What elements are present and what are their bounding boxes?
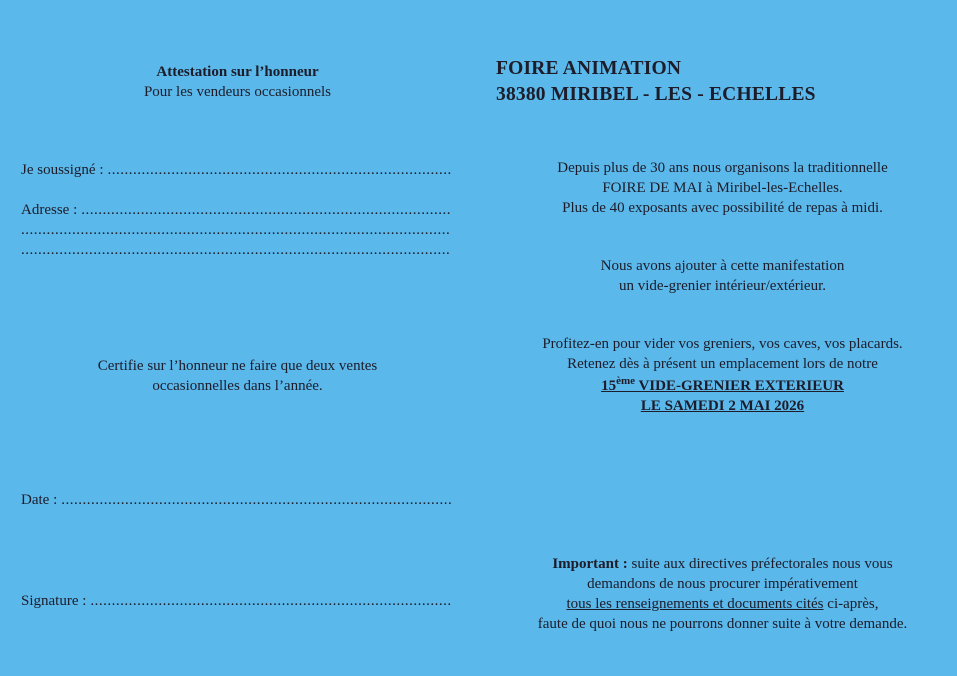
soussigne-field[interactable] — [21, 160, 451, 180]
intro-line-3: Plus de 40 exposants avec possibilité de repas à midi. — [562, 200, 883, 216]
vide-grenier-line-1: Nous avons ajouter à cette manifestation — [600, 258, 845, 274]
organizer-header — [496, 56, 816, 108]
booking-line-1: Profitez-en pour vider vos greniers, vos caves, vos placards. — [542, 336, 903, 352]
event-number: 15 — [601, 378, 617, 394]
important-underlined-text: tous les renseignements et documents cités — [566, 596, 824, 612]
adresse-dotted-line — [81, 200, 451, 220]
date-label: Date : — [21, 492, 58, 508]
event-name — [601, 375, 844, 394]
event-name-text: VIDE-GRENIER EXTERIEUR — [635, 378, 844, 394]
adresse-field[interactable] — [21, 200, 451, 220]
signature-field[interactable] — [21, 591, 451, 611]
adresse-dotted-line-2[interactable] — [21, 220, 451, 240]
event-title — [495, 376, 950, 396]
adresse-label: Adresse : — [21, 202, 78, 218]
organizer-city: 38380 MIRIBEL - LES - ECHELLES — [496, 84, 816, 105]
important-label: Important : — [552, 556, 628, 572]
adresse-dotted-line-3[interactable] — [21, 240, 451, 260]
important-notice — [495, 554, 950, 634]
important-line-3-rest: ci-après, — [823, 596, 879, 612]
date-field[interactable] — [21, 490, 451, 510]
attestation-subtitle: Pour les vendeurs occasionnels — [143, 84, 332, 100]
vide-grenier-paragraph — [495, 256, 950, 296]
event-number-suffix: ème — [616, 375, 635, 387]
signature-dotted-line — [90, 591, 451, 611]
certify-line-2: occasionnelles dans l’année. — [152, 378, 323, 394]
vide-grenier-line-2: un vide-grenier intérieur/extérieur. — [619, 278, 826, 294]
event-date: LE SAMEDI 2 MAI 2026 — [640, 398, 805, 414]
intro-line-1: Depuis plus de 30 ans nous organisons la traditionnelle — [557, 160, 888, 176]
intro-paragraph — [495, 158, 950, 218]
intro-line-2: FOIRE DE MAI à Miribel-les-Echelles. — [602, 180, 843, 196]
attestation-header — [20, 62, 455, 102]
soussigne-dotted-line — [108, 160, 452, 180]
attestation-title: Attestation sur l’honneur — [156, 64, 319, 80]
important-line-4: faute de quoi nous ne pourrons donner suite à votre demande. — [537, 616, 908, 632]
important-line-2: demandons de nous procurer impérativement — [587, 576, 858, 592]
booking-line-2: Retenez dès à présent un emplacement lors de notre — [567, 356, 878, 372]
certify-statement — [20, 356, 455, 396]
signature-label: Signature : — [21, 593, 87, 609]
certify-line-1: Certifie sur l’honneur ne faire que deux ventes — [97, 358, 378, 374]
booking-paragraph — [495, 334, 950, 416]
important-line-1: suite aux directives préfectorales nous vous — [627, 556, 893, 572]
organizer-name: FOIRE ANIMATION — [496, 58, 682, 79]
soussigne-label: Je soussigné : — [21, 162, 104, 178]
date-dotted-line — [61, 490, 451, 510]
